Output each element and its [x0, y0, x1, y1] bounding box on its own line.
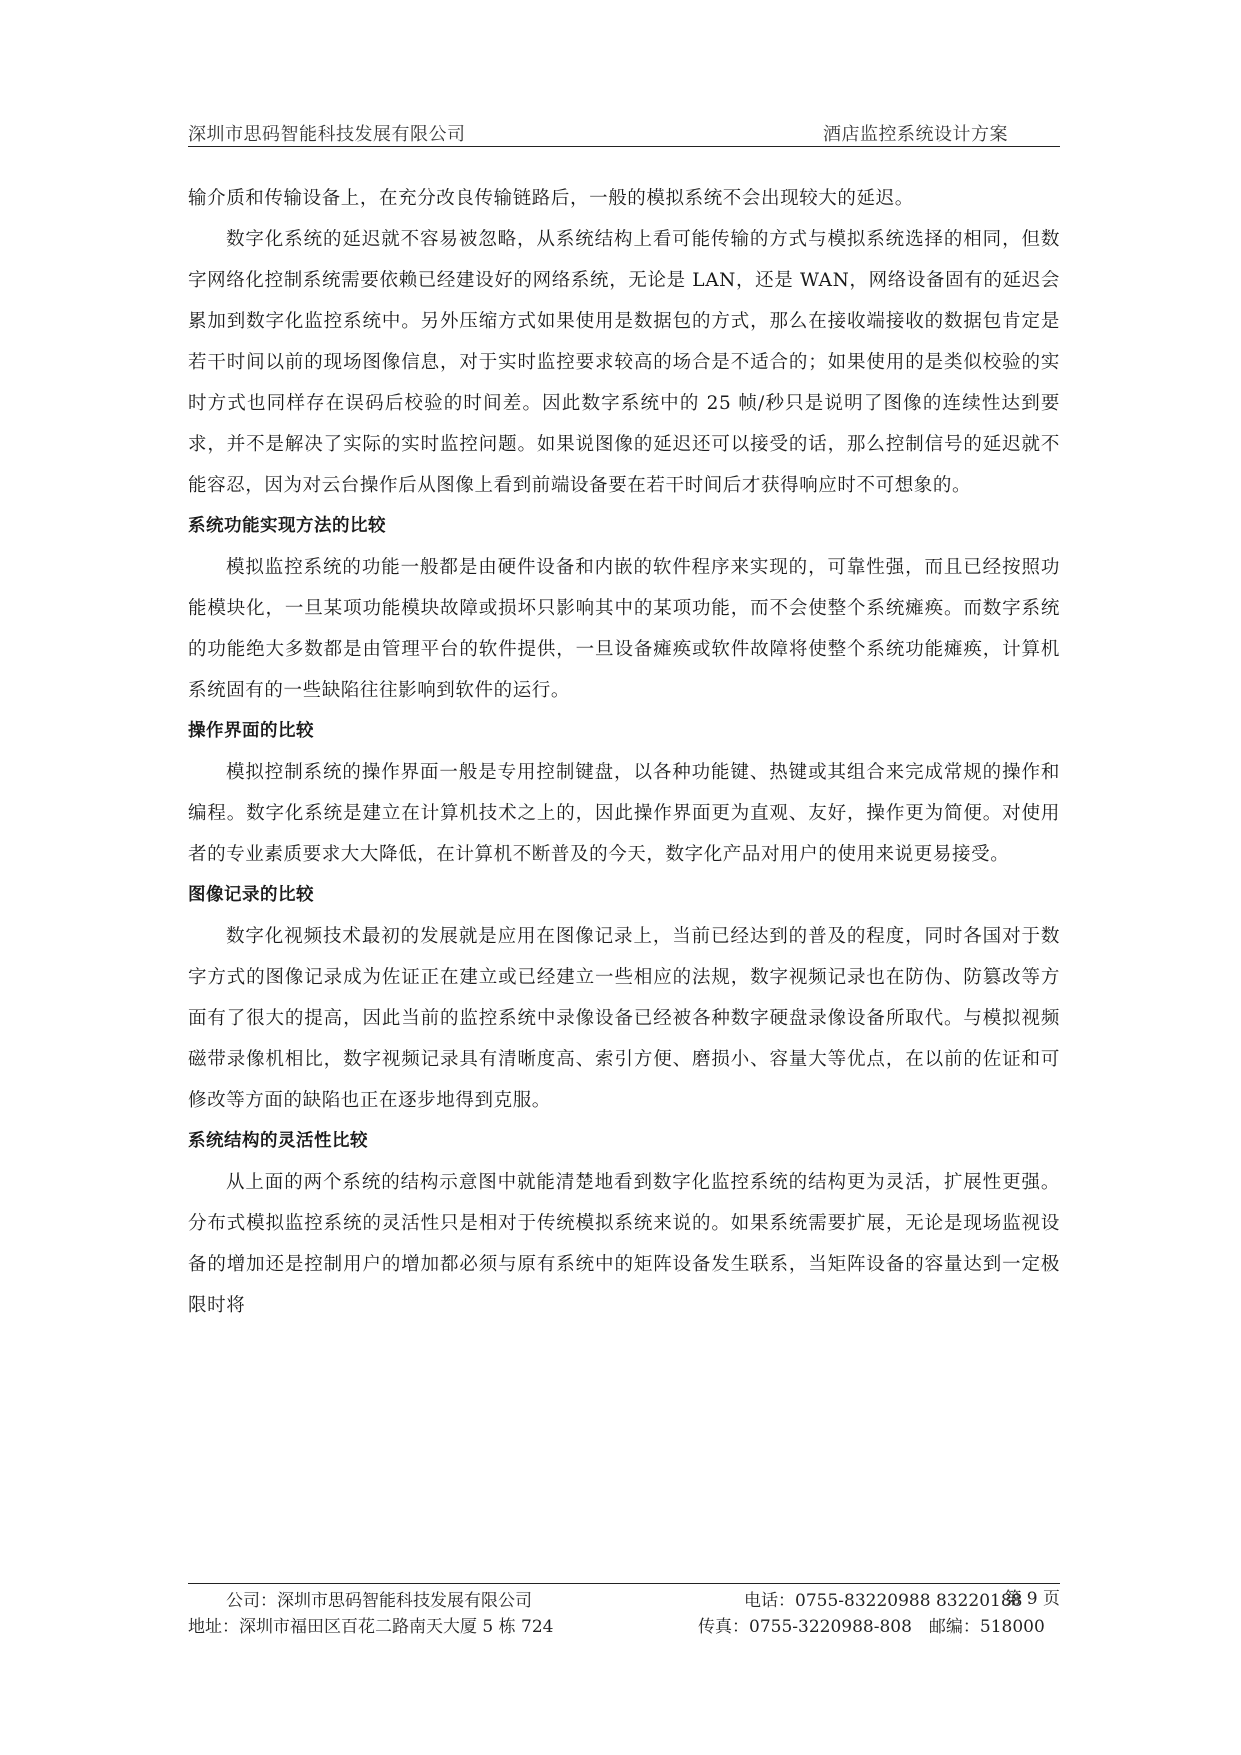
page-number: 第 9 页 [1004, 1589, 1060, 1609]
paragraph: 数字化系统的延迟就不容易被忽略，从系统结构上看可能传输的方式与模拟系统选择的相同，但数字网络化控制系统需要依赖已经建设好的网络系统，无论是 LAN，还是 WAN，网络设备固有的延迟会累加到数字化监控系统中。另外压缩方式如果使用是数据包的方式，那么在接收端接收的数据包肯定是若干时间以前的现场图像信息，对于实时监控要求较高的场合是不适合的；如果使用的是类似校验的实时方式也同样存在误码后校验的时间差。因此数字系统中的 25 帧/秒只是说明了图像的连续性达到要求，并不是解决了实际的实时监控问题。如果说图像的延迟还可以接受的话，那么控制信号的延迟就不能容忍，因为对云台操作后从图像上看到前端设备要在若干时间后才获得响应时不可想象的。 [188, 229, 1060, 496]
paragraph: 模拟控制系统的操作界面一般是专用控制键盘，以各种功能键、热键或其组合来完成常规的操作和编程。数字化系统是建立在计算机技术之上的，因此操作界面更为直观、友好，操作更为简便。对使用者的专业素质要求大大降低，在计算机不断普及的今天，数字化产品对用户的使用来说更易接受。 [188, 762, 1060, 865]
header-company: 深圳市思码智能科技发展有限公司 [188, 124, 466, 145]
footer-address: 地址：深圳市福田区百花二路南天大厦 5 栋 724 [188, 1617, 554, 1637]
section-heading: 操作界面的比较 [188, 721, 314, 741]
page-header [188, 116, 1060, 147]
paragraph: 数字化视频技术最初的发展就是应用在图像记录上，当前已经达到的普及的程度，同时各国对于数字方式的图像记录成为佐证正在建立或已经建立一些相应的法规，数字视频记录也在防伪、防篡改等方面有了很大的提高，因此当前的监控系统中录像设备已经被各种数字硬盘录像设备所取代。与模拟视频磁带录像机相比，数字视频记录具有清晰度高、索引方便、磨损小、容量大等优点，在以前的佐证和可修改等方面的缺陷也正在逐步地得到克服。 [188, 926, 1060, 1111]
paragraph: 模拟监控系统的功能一般都是由硬件设备和内嵌的软件程序来实现的，可靠性强，而且已经按照功能模块化，一旦某项功能模块故障或损坏只影响其中的某项功能，而不会使整个系统瘫痪。而数字系统的功能绝大多数都是由管理平台的软件提供，一旦设备瘫痪或软件故障将使整个系统功能瘫痪，计算机系统固有的一些缺陷往往影响到软件的运行。 [188, 557, 1060, 701]
footer-row-1 [188, 1584, 1060, 1610]
page-footer [188, 1583, 1060, 1636]
header-doc-title: 酒店监控系统设计方案 [823, 124, 1008, 145]
footer-company: 公司：深圳市思码智能科技发展有限公司 [226, 1591, 532, 1611]
footer-phone: 电话：0755-83220988 83220188 [744, 1591, 1023, 1611]
footer-row-2 [188, 1610, 1060, 1636]
section-heading: 系统功能实现方法的比较 [188, 516, 386, 536]
footer-fax: 传真：0755-3220988-808 邮编：518000 [698, 1617, 1045, 1637]
paragraph: 从上面的两个系统的结构示意图中就能清楚地看到数字化监控系统的结构更为灵活，扩展性更强。分布式模拟监控系统的灵活性只是相对于传统模拟系统来说的。如果系统需要扩展，无论是现场监视设备的增加还是控制用户的增加都必须与原有系统中的矩阵设备发生联系，当矩阵设备的容量达到一定极限时将 [188, 1172, 1060, 1316]
document-body [188, 178, 1060, 1326]
paragraph: 输介质和传输设备上，在充分改良传输链路后，一般的模拟系统不会出现较大的延迟。 [188, 188, 914, 209]
section-heading: 图像记录的比较 [188, 885, 314, 905]
section-heading: 系统结构的灵活性比较 [188, 1131, 368, 1151]
